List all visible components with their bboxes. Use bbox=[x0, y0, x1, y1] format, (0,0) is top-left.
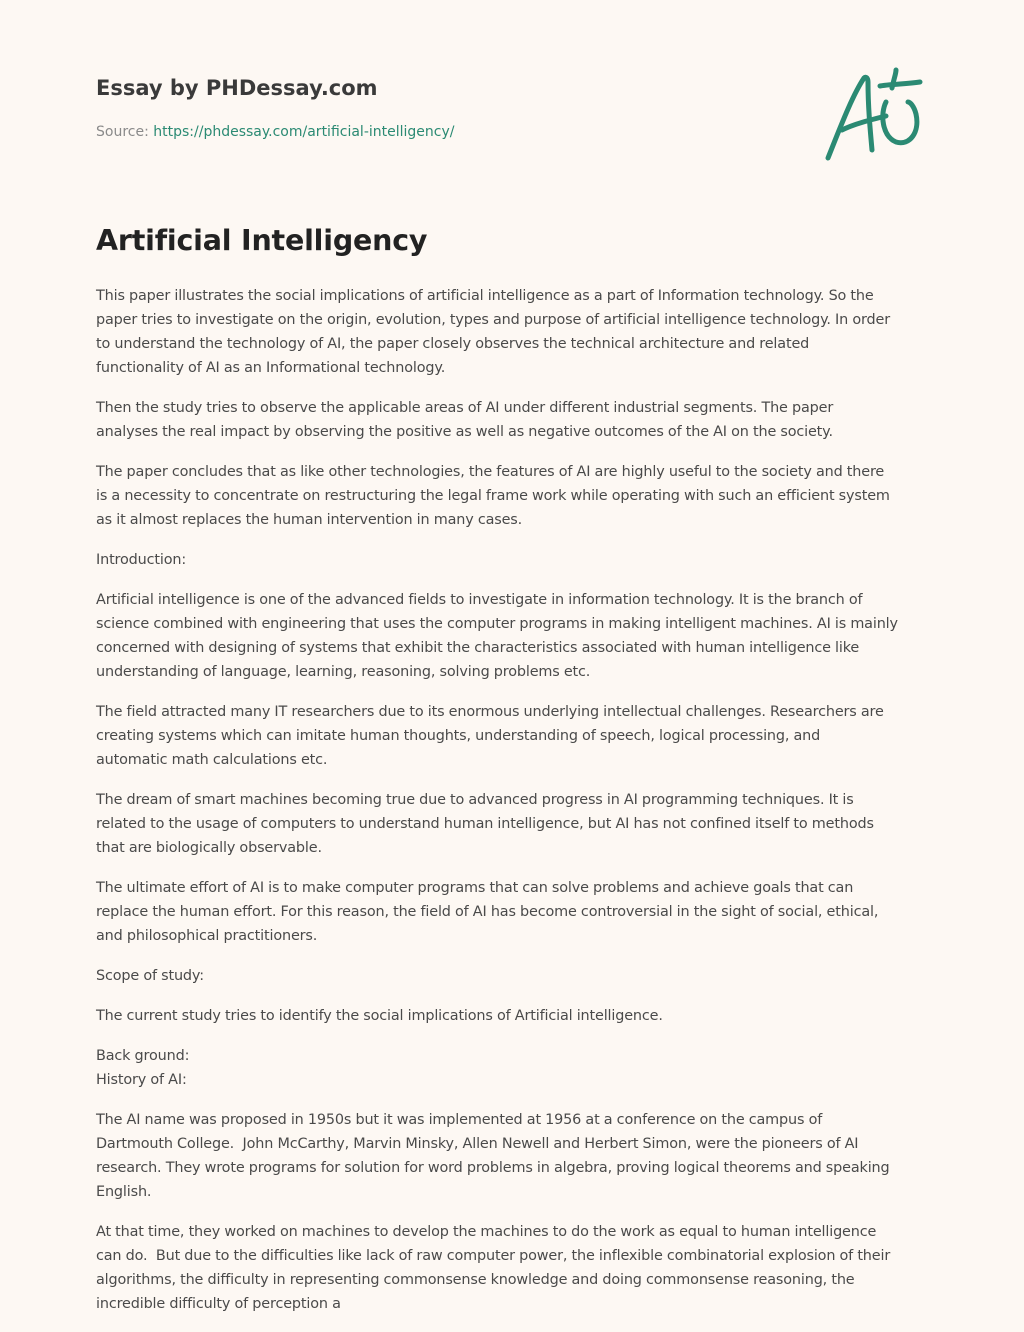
paragraph-line: The ultimate effort of AI is to make computer programs that can solve problems and achieve goals that can bbox=[96, 880, 854, 896]
paragraph-line: paper tries to investigate on the origin, evolution, types and purpose of artificial intelligence technology. In order bbox=[96, 312, 890, 328]
paragraph-line: incredible difficulty of perception a bbox=[96, 1296, 341, 1312]
paragraph-line: is a necessity to concentrate on restructuring the legal frame work while operating with such an efficient system bbox=[96, 488, 890, 504]
paragraph-line: automatic math calculations etc. bbox=[96, 752, 328, 768]
section-heading: Scope of study: bbox=[96, 968, 204, 984]
paragraph-line: Artificial intelligence is one of the advanced fields to investigate in information technology. It is the branch of bbox=[96, 592, 863, 608]
paragraph bbox=[96, 396, 932, 444]
paragraph bbox=[96, 788, 932, 860]
paragraph-line: analyses the real impact by observing the positive as well as negative outcomes of the AI on the society. bbox=[96, 424, 833, 440]
paragraph bbox=[96, 588, 932, 684]
paragraph: The current study tries to identify the social implications of Artificial intelligence. bbox=[96, 1008, 663, 1024]
site-title: Essay by PHDessay.com bbox=[96, 76, 378, 100]
paragraph-line: English. bbox=[96, 1184, 152, 1200]
paragraph-line: can do. But due to the difficulties like lack of raw computer power, the inflexible combinatorial explosion of their bbox=[96, 1248, 891, 1264]
paragraph-line: Then the study tries to observe the applicable areas of AI under different industrial segments. The paper bbox=[96, 400, 834, 416]
paragraph-line: This paper illustrates the social implications of artificial intelligence as a part of Information technology. So the bbox=[96, 288, 874, 304]
paragraph-line: that are biologically observable. bbox=[96, 840, 322, 856]
section-heading: Back ground: History of AI: bbox=[96, 1048, 190, 1088]
a-plus-logo-icon bbox=[820, 66, 926, 166]
paragraph bbox=[96, 1108, 932, 1204]
paragraph-line: and philosophical practitioners. bbox=[96, 928, 318, 944]
paragraph bbox=[96, 1220, 932, 1316]
paragraph bbox=[96, 284, 932, 380]
paragraph-line: understanding of language, learning, reasoning, solving problems etc. bbox=[96, 664, 591, 680]
paragraph bbox=[96, 460, 932, 532]
paragraph-line: to understand the technology of AI, the paper closely observes the technical architecture and related bbox=[96, 336, 810, 352]
paragraph-line: At that time, they worked on machines to develop the machines to do the work as equal to human intelligence bbox=[96, 1224, 877, 1240]
paragraph-line: related to the usage of computers to understand human intelligence, but AI has not confined itself to methods bbox=[96, 816, 874, 832]
paragraph-line: The dream of smart machines becoming true due to advanced progress in AI programming techniques. It is bbox=[96, 792, 854, 808]
section-heading: Introduction: bbox=[96, 552, 187, 568]
paragraph-line: concerned with designing of systems that exhibit the characteristics associated with human intelligence like bbox=[96, 640, 860, 656]
paragraph bbox=[96, 876, 932, 948]
paragraph-line: algorithms, the difficulty in representing commonsense knowledge and doing commonsense reasoning, the bbox=[96, 1272, 855, 1288]
paragraph-line: Dartmouth College. John McCarthy, Marvin Minsky, Allen Newell and Herbert Simon, were the pioneers of AI bbox=[96, 1136, 859, 1152]
paragraph-line: The field attracted many IT researchers due to its enormous underlying intellectual challenges. Researchers are bbox=[96, 704, 884, 720]
source-link[interactable]: https://phdessay.com/artificial-intelligency/ bbox=[153, 124, 455, 140]
paragraph bbox=[96, 700, 932, 772]
essay-body bbox=[96, 284, 932, 1332]
source-label: Source: bbox=[96, 124, 149, 140]
paragraph-line: The AI name was proposed in 1950s but it was implemented at 1956 at a conference on the campus of bbox=[96, 1112, 823, 1128]
paragraph-line: creating systems which can imitate human thoughts, understanding of speech, logical processing, and bbox=[96, 728, 821, 744]
paragraph-line: The paper concludes that as like other technologies, the features of AI are highly useful to the society and there bbox=[96, 464, 885, 480]
paragraph-line: research. They wrote programs for solution for word problems in algebra, proving logical theorems and speaking bbox=[96, 1160, 890, 1176]
paragraph-line: functionality of AI as an Informational technology. bbox=[96, 360, 446, 376]
paragraph-line: replace the human effort. For this reason, the field of AI has become controversial in the sight of social, ethical, bbox=[96, 904, 879, 920]
essay-title: Artificial Intelligency bbox=[96, 224, 428, 257]
paragraph-line: as it almost replaces the human intervention in many cases. bbox=[96, 512, 523, 528]
paragraph-line: science combined with engineering that uses the computer programs in making intelligent machines. AI is mainly bbox=[96, 616, 898, 632]
source-line bbox=[96, 124, 454, 140]
